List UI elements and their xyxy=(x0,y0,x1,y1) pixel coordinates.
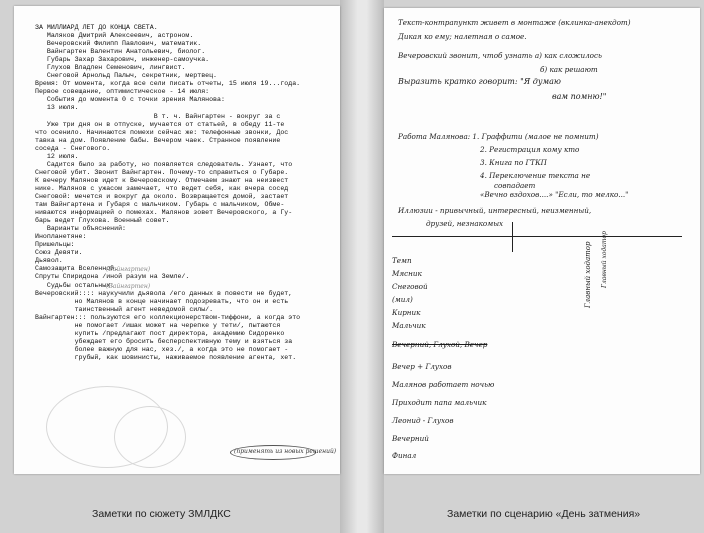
typed-line: купить /предлагают пост директора, академию Сидоренко xyxy=(35,329,285,337)
typed-line: что осенило. Начинаются помехи сейчас же: телефонные звонки, Дос xyxy=(35,128,289,136)
handwritten-note: Дикая ко ему; налетная о самое. xyxy=(398,32,527,41)
pencil-annotation: (Вайнгартен) xyxy=(106,283,151,290)
handwritten-note: Вечеровский звонит, чтоб узнать а) как сложилось xyxy=(398,51,602,60)
typed-line: 13 июля. xyxy=(35,104,79,112)
typed-line: Самозащита Вселенной. xyxy=(35,265,119,273)
handwritten-note: 4. Переключение текста не xyxy=(480,171,591,180)
book-gutter xyxy=(340,0,384,533)
name-list-item: Темп xyxy=(392,256,412,265)
handwritten-bottom-note: (применять из новых решений) xyxy=(234,448,337,455)
typed-line: Инопланетяне: xyxy=(35,233,87,241)
name-list-item: Приходит папа мальчик xyxy=(392,398,487,407)
vertical-handwritten-note: Главный ходатор xyxy=(584,241,592,308)
typed-line: ЗА МИЛЛИАРД ЛЕТ ДО КОНЦА СВЕТА. xyxy=(35,24,158,31)
left-page xyxy=(14,6,340,474)
typed-line: убеждает его бросить бесперспективную тему и взяться за xyxy=(35,337,293,345)
horizontal-rule xyxy=(392,236,682,237)
handwritten-note: Текст-контрапункт живет в монтаже (вклинка-анекдот) xyxy=(398,18,631,27)
typed-line: Снеговой убит. Звонит Вайнгартен. Почему-то справиться о Губаре. xyxy=(35,168,289,176)
name-list-item: Снеговой xyxy=(392,282,428,291)
handwritten-note: Работа Малянова: 1. Граффити (малое не помнит) xyxy=(398,132,599,141)
typed-line: Судьбы остальных: xyxy=(35,281,115,289)
faint-bleed-circle xyxy=(114,406,186,468)
typed-line: Первое совещание, оптимистическое - 14 июля: xyxy=(35,88,210,96)
typed-line: Садится было за работу, но появляется следователь. Узнает, что xyxy=(35,160,293,168)
typed-line: тавка на дом. Появление бабы. Вечером чаек. Странное появление xyxy=(35,136,281,144)
name-list-item: Вечерний xyxy=(392,434,429,443)
typed-line: но Малянов в конце начинает подозревать, что он и есть xyxy=(35,297,289,305)
handwritten-note: 3. Книга по ГТКП xyxy=(480,158,547,167)
typed-line: нике. Малянов с ужасом замечает, что ведет себя, как вчера сосед xyxy=(35,184,289,192)
typed-line: Варианты объяснений: xyxy=(35,225,127,233)
vertical-stroke xyxy=(512,222,513,252)
name-list-item: Мальчик xyxy=(392,321,426,330)
typed-line: Снеговой Арнольд Палыч, секретник, мертвец. xyxy=(35,72,218,80)
right-page xyxy=(384,8,700,474)
typed-line: В т. ч. Вайнгартен - вокруг за с xyxy=(35,112,281,120)
caption-right: Заметки по сценарию «День затмения» xyxy=(447,508,641,520)
typed-line: Вечеровский Филипп Павлович, математик. xyxy=(35,40,202,48)
name-list-item: Леонид - Глухов xyxy=(392,416,454,425)
typed-line: Снеговой: мечется и вокруг да около. Возвращается домой, застает xyxy=(35,192,289,200)
typed-line: К вечеру Малянов идет к Вечеровскому. Отмечаем знают на неизвест xyxy=(35,176,289,184)
name-list-item-struck: Вечерний, Глухой, Вечер xyxy=(392,340,488,349)
handwritten-note: 2. Регистрация кому кто xyxy=(480,145,580,154)
pencil-annotation: (Вайнгартен) xyxy=(106,266,151,273)
typed-line: барь ведет Глухова. Военный совет. xyxy=(35,217,170,225)
handwritten-note: б) как решают xyxy=(540,65,598,74)
typed-line: Вайнгартен Валентин Анатольевич, биолог. xyxy=(35,48,206,56)
handwritten-note: Иллюзии - привычный, интересный, неизменный, xyxy=(398,206,592,215)
name-list-item: Мясник xyxy=(392,269,422,278)
name-list-item: (мил) xyxy=(392,295,413,304)
handwritten-note: друзей, незнакомых xyxy=(426,219,504,228)
typed-line: 12 июля. xyxy=(35,152,79,160)
typed-line: ниваются информацией о помехах. Малянов зовет Вечеровского, а Гу- xyxy=(35,209,293,217)
typed-line: грубый, как шовинисты, наживаемое появление агента, хет. xyxy=(35,353,297,361)
caption-left: Заметки по сюжету ЗМЛДКС xyxy=(92,508,231,520)
name-list-item: Малянов работает ночью xyxy=(392,380,495,389)
typed-line: Пришельцы: xyxy=(35,241,75,249)
typed-line: Спруты Спиридона /иной разум на Земле/. xyxy=(35,273,190,281)
name-list-item: Кирник xyxy=(392,308,421,317)
typed-line: Губарь Захар Захарович, инженер-самоучка. xyxy=(35,56,210,64)
typed-line: Время: От момента, когда все сели писать отчеты, 15 июля 19...года. xyxy=(35,80,301,88)
typed-line: Вечеровский:::: наукучили дьявола /его данных в повести не будет, xyxy=(35,289,293,297)
typed-line: таинственный агент неведомой силы/. xyxy=(35,305,214,313)
typed-line: Вайнгартен::: пользуются его коллекционерством-тиффони, а когда это xyxy=(35,313,301,321)
typed-line: Союз Девяти. xyxy=(35,249,83,257)
typed-line: более важную для нас, хез./, а когда это не помогает - xyxy=(35,345,289,353)
name-list-item: Финал xyxy=(392,451,417,460)
handwritten-note: Выразить кратко говорит: "Я думаю xyxy=(398,77,561,86)
typed-line: не помогает /ишак может на черепке у тети/, пытаются xyxy=(35,321,281,329)
typed-line: События до момента 0 с точки зрения Малянова: xyxy=(35,96,225,104)
typed-line: там Вайнгартена и Губаря с мальчиком. Губарь с мальчиком, Обме- xyxy=(35,201,285,209)
name-list-item: Вечер + Глухов xyxy=(392,362,452,371)
typed-text-block xyxy=(35,24,335,362)
handwritten-note: совпадает xyxy=(494,181,536,190)
handwritten-note: вам помню!" xyxy=(552,92,607,101)
vertical-handwritten-note: Главный ходатор xyxy=(601,231,608,288)
typed-line: Глухов Владлен Семенович, лингвист. xyxy=(35,64,186,72)
typed-line: Дьявол. xyxy=(35,257,63,265)
typed-line: Маляков Дмитрий Алексеевич, астроном. xyxy=(35,32,194,40)
typed-line: Уже три дня он в отпуске, мучается от статьей, в обеду 11-те xyxy=(35,120,285,128)
handwritten-note: «Вечно вздохов....» "Если, то мелко..." xyxy=(480,190,629,199)
typed-line: соседа - Снегового. xyxy=(35,144,111,152)
